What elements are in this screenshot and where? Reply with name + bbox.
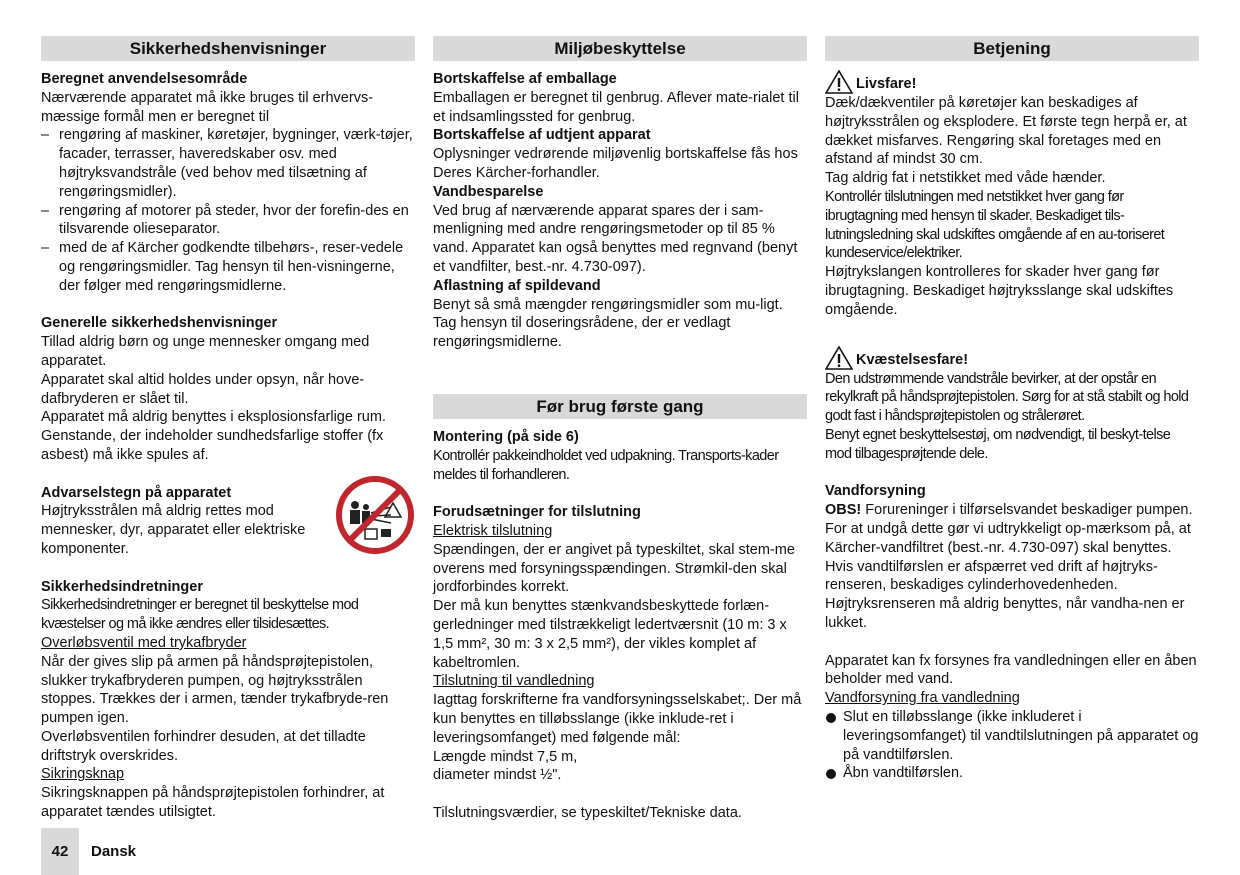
column-environment bbox=[433, 36, 807, 823]
list-item: – med de af Kärcher godkendte tilbehørs-, reser-vedele og rengøringsmidler. Tag hensyn til hen-visningerne, der følger med rengøringsmidlerne. bbox=[41, 239, 415, 295]
list-item: – rengøring af maskiner, køretøjer, bygninger, værk-tøjer, facader, terrasser, haveredskaber osv. med højtryksvandstråle (ved behov med tilsætning af rengøringsmidler). bbox=[41, 126, 415, 201]
paragraph: diameter mindst ½". bbox=[433, 767, 562, 784]
paragraph: Apparatet skal altid holdes under opsyn, når hove-dafbryderen er slået til. bbox=[41, 371, 365, 407]
paragraph: Sikringsknappen på håndsprøjtepistolen forhindrer, at apparatet tændes utilsigtet. bbox=[41, 785, 385, 821]
paragraph: Sikkerhedsindretninger er beregnet til beskyttelse mod kvæstelser og må ikke ændres eller tilsidesættes. bbox=[41, 597, 359, 633]
instruction-list bbox=[825, 708, 1199, 783]
warning-label: Kvæstelsesfare! bbox=[856, 351, 969, 368]
page-number: 42 bbox=[41, 828, 79, 875]
paragraph: Oplysninger vedrørende miljøvenlig bortskaffelse fås hos Deres Kärcher-forhandler. bbox=[433, 146, 798, 181]
paragraph: Tilslutningsværdier, se typeskiltet/Tekniske data. bbox=[433, 804, 742, 821]
paragraph: Benyt så små mængder rengøringsmidler som mu-ligt. Tag hensyn til doseringsrådene, der er vedlagt rengøringsmidlerne. bbox=[433, 296, 783, 351]
subheading-electrical: Elektrisk tilslutning bbox=[433, 522, 553, 539]
warning-triangle-icon bbox=[825, 346, 853, 370]
paragraph: Højtrykslangen kontrolleres for skader hver gang før ibrugtagning. Beskadiget højtryksslange skal udskiftes omgående. bbox=[825, 264, 1174, 318]
column-safety bbox=[41, 36, 415, 822]
list-item: – rengøring af motorer på steder, hvor der forefin-des en tilsvarende olieseparator. bbox=[41, 202, 415, 240]
heading-disposal: Bortskaffelse af udtjent apparat bbox=[433, 127, 651, 144]
heading-assembly: Montering (på side 6) bbox=[433, 428, 579, 445]
heading-warning-signs: Advarselstegn på apparatet bbox=[41, 484, 232, 501]
page-footer bbox=[41, 828, 136, 875]
heading-general-safety: Generelle sikkerhedshenvisninger bbox=[41, 315, 278, 332]
paragraph: Ved brug af nærværende apparat spares der i sam-menligning med andre rengøringsmetoder op til 85 % vand. Apparatet kan også benyttes med regnvand (benyt et vandfilter, best.-nr. 4.730-097). bbox=[433, 202, 798, 275]
warning-triangle-icon bbox=[825, 70, 853, 94]
warning-sign-block bbox=[41, 484, 415, 559]
warning-risk-of-injury bbox=[825, 346, 1199, 370]
intended-use-list bbox=[41, 126, 415, 295]
section-title-environment: Miljøbeskyttelse bbox=[433, 36, 807, 61]
section-title-first-use: Før brug første gang bbox=[433, 394, 807, 419]
paragraph: Iagttag forskrifterne fra vandforsyningsselskabet;. Der må kun benyttes en tilløbsslange (ikke inklude-ret i leveringsomfanget) med følgende mål: bbox=[433, 692, 802, 746]
paragraph: Emballagen er beregnet til genbrug. Aflever mate-rialet til et indsamlingssted for genbrug. bbox=[433, 89, 799, 125]
warning-label: Livsfare! bbox=[856, 76, 917, 93]
paragraph: Hvis vandtilførslen er afspærret ved drift af højtryks-renseren, beskadiges cylinderhovedenheden. Højtryksrenseren må aldrig benyttes, når vandha-nen er lukket. bbox=[825, 558, 1185, 631]
paragraph bbox=[825, 501, 1199, 557]
language-label: Dansk bbox=[91, 843, 137, 860]
subheading-water-connection: Tilslutning til vandledning bbox=[433, 673, 595, 690]
heading-connection-requirements: Forudsætninger for tilslutning bbox=[433, 504, 641, 521]
paragraph: Benyt egnet beskyttelsestøj, om nødvendigt, til beskyt-telse mod tilbagesprøjtende dele. bbox=[825, 426, 1171, 462]
list-item bbox=[825, 764, 1199, 783]
list-item bbox=[825, 708, 1199, 764]
bullet-icon bbox=[826, 713, 836, 723]
paragraph: Apparatet må aldrig benyttes i eksplosionsfarlige rum. Genstande, der indeholder sundhedsfarlige stoffer (fx asbest) må ikke spules af. bbox=[41, 409, 386, 463]
subheading-supply-from-mains: Vandforsyning fra vandledning bbox=[825, 690, 1020, 707]
paragraph: Kontrollér tilslutningen med netstikket hver gang før ibrugtagning med hensyn til skader. Beskadiget tils-lutningsledning skal udskiftes omgående af en au-toriseret kundeservice/elektriker. bbox=[825, 188, 1165, 262]
paragraph: Længde mindst 7,5 m, bbox=[433, 748, 578, 765]
heading-safety-devices: Sikkerhedsindretninger bbox=[41, 578, 203, 595]
paragraph: Når der gives slip på armen på håndsprøjtepistolen, slukker trykafbryderen pumpen, og højtryksstrålen stoppes. Trækkes der i armen, tænder trykafbryde-ren pumpen igen. bbox=[41, 653, 389, 727]
warning-danger-to-life bbox=[825, 70, 1199, 94]
paragraph: Kontrollér pakkeindholdet ved udpakning. Transports-kader meldes til forhandleren. bbox=[433, 447, 779, 483]
heading-water-saving: Vandbesparelse bbox=[433, 183, 544, 200]
list-item-text: Åbn vandtilførslen. bbox=[843, 765, 964, 782]
paragraph: Apparatet kan fx forsynes fra vandledningen eller en åben beholder med vand. bbox=[825, 652, 1197, 688]
section-title-operation: Betjening bbox=[825, 36, 1199, 61]
paragraph: Tillad aldrig børn og unge mennesker omgang med apparatet. bbox=[41, 334, 370, 369]
paragraph: Dæk/dækventiler på køretøjer kan beskadiges af højtryksstrålen og eksplodere. Et første tegn herpå er, at dækket misfarves. Rengøring skal foretages med en afstand af mindst 30 cm. bbox=[825, 95, 1187, 168]
list-item-text: Slut en tilløbsslange (ikke inkluderet i leveringsomfanget) til vandtilslutningen på apparatet og på vandtilførslen. bbox=[843, 708, 1199, 763]
column-operation bbox=[825, 36, 1199, 783]
paragraph: Tag aldrig fat i netstikket med våde hænder. bbox=[825, 170, 1106, 187]
paragraph: Overløbsventilen forhindrer desuden, at det tilladte driftstryk overskrides. bbox=[41, 728, 366, 764]
heading-water-supply: Vandforsyning bbox=[825, 483, 926, 500]
bullet-icon bbox=[826, 769, 836, 779]
heading-intended-use: Beregnet anvendelsesområde bbox=[41, 71, 248, 87]
note-text: Forureninger i tilførselsvandet beskadiger pumpen. For at undgå dette gør vi udtrykkeligt op-mærksom på, at Kärcher-vandfiltret (best.-nr. 4.730-097) skal benyttes. bbox=[825, 502, 1193, 556]
paragraph: Der må kun benyttes stænkvandsbeskyttede forlæn-gerledninger med tilstrækkeligt ledertværsnit (10 m: 3 x 1,5 mm², 30 m: 3 x 2,5 mm²), der vikles komplet af kabeltromlen. bbox=[433, 598, 787, 671]
heading-waste-water: Aflastning af spildevand bbox=[433, 277, 601, 294]
subheading-overflow-valve: Overløbsventil med trykafbryder bbox=[41, 634, 247, 651]
paragraph: Nærværende apparatet må ikke bruges til erhvervs-mæssige formål men er beregnet til bbox=[41, 89, 374, 125]
paragraph: Den udstrømmende vandstråle bevirker, at der opstår en rekylkraft på håndsprøjtepistolen. Sørg for at stå stabilt og hold godt fast i håndsprøjtepistolen og strålerøret. bbox=[825, 370, 1189, 425]
heading-packaging: Bortskaffelse af emballage bbox=[433, 71, 617, 87]
subheading-safety-catch: Sikringsknap bbox=[41, 766, 125, 783]
paragraph: Spændingen, der er angivet på typeskiltet, skal stem-me overens med forsyningsspændingen. Strømkil-den skal jordforbindes korrekt. bbox=[433, 541, 795, 596]
section-title-safety: Sikkerhedshenvisninger bbox=[41, 36, 415, 61]
paragraph: Højtryksstrålen må aldrig rettes mod mennesker, dyr, apparatet eller elektriske komponenter. bbox=[41, 503, 306, 557]
note-label: OBS! bbox=[825, 502, 862, 519]
no-spray-at-people-icon bbox=[335, 475, 415, 555]
